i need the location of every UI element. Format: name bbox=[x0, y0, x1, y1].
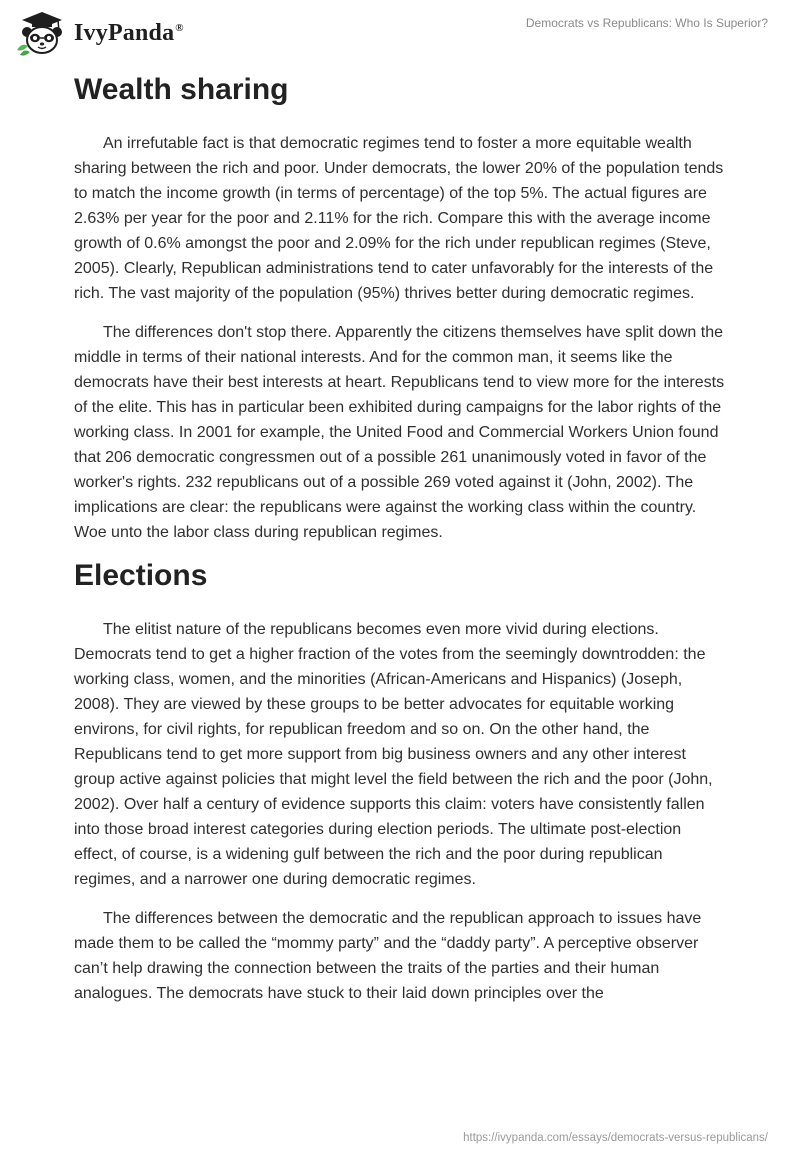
paragraph: An irrefutable fact is that democratic regimes tend to foster a more equitable wealth sharing between the rich and poor. Under democrats, the lower 20% of the population tends to match the income growth (in terms of percentage) of the top 5%. The actual figures are 2.63% per year for the poor and 2.11% for the rich. Compare this with the average income growth of 0.6% amongst the poor and 2.09% for the rich under republican regimes (Steve, 2005). Clearly, Republican administrations tend to cater unfavorably for the interests of the rich. The vast majority of the population (95%) thrives better during democratic regimes. bbox=[74, 135, 724, 302]
page-header bbox=[0, 0, 800, 70]
registered-mark: ® bbox=[175, 21, 184, 34]
paragraph: The differences don't stop there. Apparently the citizens themselves have split down the middle in terms of their national interests. And for the common man, it seems like the democrats have their best interests at heart. Republicans tend to view more for the interests of the elite. This has in particular been exhibited during campaigns for the labor rights of the working class. In 2001 for example, the United Food and Commercial Workers Union found that 206 democratic congressmen out of a possible 261 unanimously voted in favor of the worker's rights. 232 republicans out of a possible 269 voted against it (John, 2002). The implications are clear: the republicans were against the working class within the country. Woe unto the labor class during republican regimes. bbox=[74, 324, 725, 541]
source-url-link[interactable]: https://ivypanda.com/essays/democrats-versus-republicans/ bbox=[463, 1132, 768, 1144]
section-heading-wealth-sharing: Wealth sharing bbox=[74, 73, 289, 106]
paragraph: The elitist nature of the republicans becomes even more vivid during elections. Democrats tend to get a higher fraction of the votes from the seemingly downtrodden: the working class, women, and the minorities (African-Americans and Hispanics) (Joseph, 2008). They are viewed by these groups to be better advocates for equitable working environs, for civil rights, for republican freedom and so on. On the other hand, the Republicans tend to get more support from big business owners and any other interest group active against policies that might level the field between the rich and the poor (John, 2002). Over half a century of evidence supports this claim: voters have consistently fallen into those broad interest categories during election periods. The ultimate post-election effect, of course, is a widening gulf between the rich and the poor during republican regimes, and a narrower one during democratic regimes. bbox=[74, 621, 713, 888]
ivypanda-logo[interactable] bbox=[14, 8, 184, 58]
panda-graduate-icon bbox=[14, 8, 70, 58]
document-title: Democrats vs Republicans: Who Is Superior? bbox=[525, 16, 768, 30]
brand-name: IvyPanda® bbox=[74, 19, 184, 46]
essay-body bbox=[74, 72, 726, 1006]
paragraph: The differences between the democratic and the republican approach to issues have made them to be called the “mommy party” and the “daddy party”. A perceptive observer can’t help drawing the connection between the traits of the parties and their human analogues. The democrats have stuck to their laid down principles over the bbox=[74, 910, 702, 1002]
section-heading-elections: Elections bbox=[74, 559, 208, 592]
